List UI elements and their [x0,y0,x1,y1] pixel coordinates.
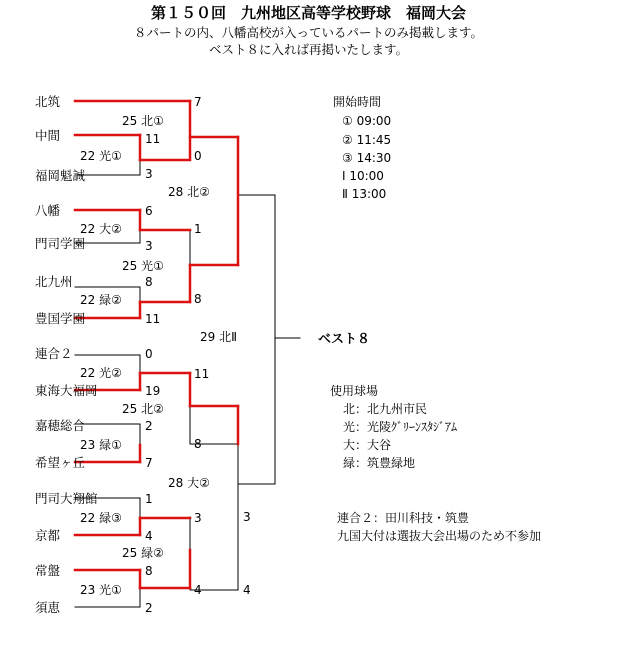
game-label: 22 光② [80,366,122,380]
team-name: 八幡 [35,203,61,218]
game-label: 22 大② [80,222,122,236]
game-label: 25 緑② [122,546,164,560]
schedule-item: ③ 14:30 [342,151,392,165]
team-name: 中間 [35,128,61,143]
team-name: 福岡魁誠 [35,168,86,183]
team-name: 嘉穂総合 [35,418,86,433]
game-label: 22 緑② [80,293,122,307]
score: 3 [145,239,153,253]
score: 3 [145,167,153,181]
score: 11 [145,312,161,326]
score: 0 [194,149,202,163]
venue-block [330,383,457,470]
game-label: 23 光① [80,583,122,597]
notes-block [337,510,541,543]
team-name: 門司学園 [35,236,86,251]
game-label: 23 緑① [80,438,122,452]
schedule-block [333,94,391,201]
subtitle-line-2: ベスト８に入れば再掲いたします。 [208,42,408,57]
score: 7 [194,95,202,109]
score: 0 [145,347,153,361]
team-name: 希望ヶ丘 [35,455,86,470]
game-label: 22 緑③ [80,511,122,525]
schedule-item: ① 09:00 [342,114,392,128]
team-name: 北九州 [35,274,73,289]
game-label: 29 北Ⅱ [200,330,237,344]
score: 1 [145,492,153,506]
game-label: 22 光① [80,149,122,163]
score: 8 [145,275,153,289]
best8-label: ベスト８ [318,332,371,347]
subtitle-line-1: ８パートの内、八幡高校が入っているパートのみ掲載します。 [133,25,483,40]
team-name: 京都 [35,528,61,543]
schedule-item: Ⅰ 10:00 [342,169,384,183]
score: 3 [243,510,251,524]
page-title: 第１５０回 九州地区高等学校野球 福岡大会 [150,4,466,22]
score: 8 [194,292,202,306]
schedule-item: Ⅱ 13:00 [342,187,387,201]
game-label: 25 光① [122,259,164,273]
score: 8 [194,437,202,451]
score: 8 [145,564,153,578]
score: 2 [145,419,153,433]
score: 19 [145,384,161,398]
score-list [145,95,209,615]
game-label: 28 北② [168,185,210,199]
team-name: 東海大福岡 [35,383,98,398]
score: 11 [145,132,161,146]
note-line: 九国大付は選抜大会出場のため不参加 [337,529,542,543]
team-name: 門司大翔館 [35,491,98,506]
score: 7 [145,456,153,470]
score: 4 [243,583,251,597]
score: 4 [194,583,202,597]
venue-item: 大：大谷 [343,438,392,452]
schedule-title: 開始時間 [333,95,382,109]
score: 3 [194,511,202,525]
note-line: 連合２：田川科技・筑豊 [337,511,470,525]
score: 2 [145,601,153,615]
game-label: 28 大② [168,476,210,490]
game-label: 25 北① [122,114,164,128]
score: 11 [194,367,210,381]
venue-title: 使用球場 [330,384,379,398]
venue-item: 北：北九州市民 [343,402,428,416]
team-name: 豊国学園 [35,311,86,326]
venue-item: 光：光陵ｸﾞﾘｰﾝｽﾀｼﾞｱﾑ [343,420,458,434]
score: 4 [145,529,153,543]
schedule-item: ② 11:45 [342,133,392,147]
team-name: 北筑 [35,94,61,109]
venue-item: 緑：筑豊緑地 [343,456,416,470]
game-label: 25 北② [122,402,164,416]
score: 1 [194,222,202,236]
team-name: 連合２ [35,346,73,361]
score: 6 [145,204,153,218]
team-name: 須恵 [35,600,61,615]
team-name: 常盤 [35,563,61,578]
